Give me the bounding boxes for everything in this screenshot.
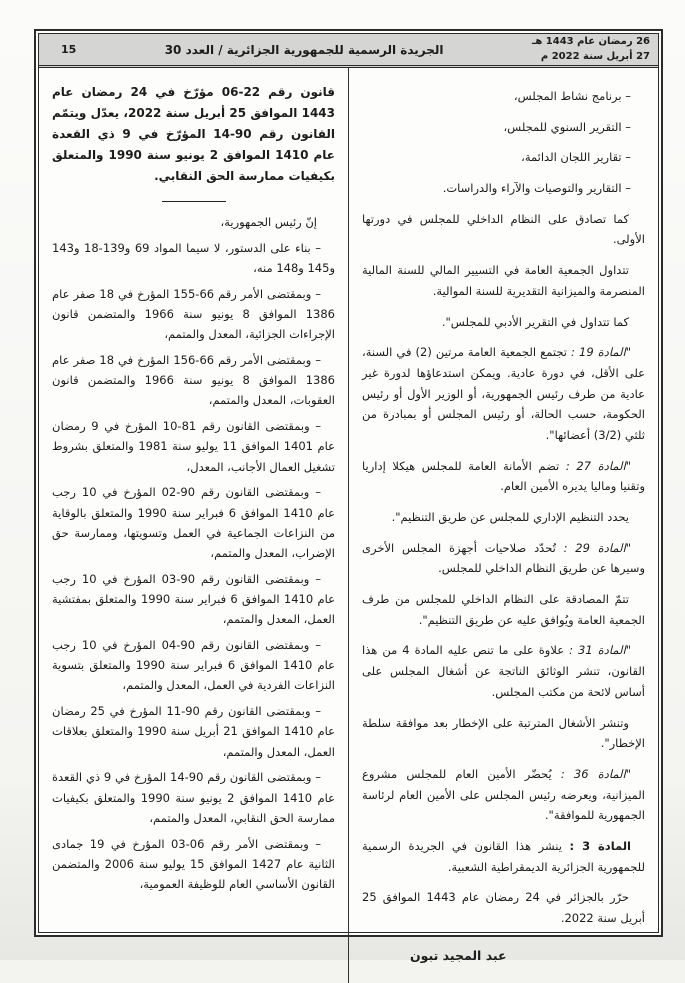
date-hijri: 26 رمضان عام 1443 هـ — [531, 36, 650, 47]
article-label: "المادة 29 : — [563, 540, 631, 555]
paragraph: – تقارير اللجان الدائمة، — [521, 150, 631, 165]
paragraph: – برنامج نشاط المجلس، — [513, 89, 631, 103]
paragraph: حرّر بالجزائر في 24 رمضان عام 1443 الموافق 25 أبريل سنة 2022. — [362, 890, 645, 925]
title-separator-rule — [162, 201, 226, 202]
article-paragraph: "المادة 29 : تُحدّد صلاحيات أجهزة المجلس الأخرى وسيرها عن طريق النظام الداخلي للمجلس. — [362, 540, 645, 576]
article-label: المادة 3 : — [569, 838, 631, 853]
paragraph: – وبمقتضى القانون رقم 90-03 المؤرخ في 10 رجب عام 1410 الموافق 6 فبراير سنة 1990 والمتعلق بمفتشية العمل، المعدل والمتمم، — [52, 571, 335, 627]
paragraph: وتنشر الأشغال المترتبة على الإخطار بعد موافقة سلطة الإخطار". — [362, 715, 645, 751]
paragraph: – التقارير والتوصيات والآراء والدراسات. — [442, 181, 631, 196]
paragraph: كما تتداول في التقرير الأدبي للمجلس". — [441, 314, 629, 329]
article-paragraph: "المادة 31 : علاوة على ما تنص عليه المادة 4 من هذا القانون، تنشر الوثائق الناتجة عن أشغال المجلس على أساس لائحة من مكتب المجلس. — [362, 643, 645, 699]
article-label: "المادة 27 : — [565, 458, 631, 473]
paragraph: – وبمقتضى الأمر رقم 66-156 المؤرخ في 18 صفر عام 1386 الموافق 8 يونيو سنة 1966 والمتضمن قانون العقوبات، المعدل والمتمم، — [52, 352, 335, 408]
journal-title: الجريدة الرسمية للجمهورية الجزائرية / العدد 30 — [164, 42, 444, 57]
paragraph: – وبمقتضى الأمر رقم 06-03 المؤرخ في 19 جمادى الثانية عام 1427 الموافق 15 يوليو سنة 2006 والمتضمن القانون الأساسي العام للوظيفة العمومية، — [52, 836, 335, 892]
paragraph: تتمّ المصادقة على النظام الداخلي للمجلس من طرف الجمعية العامة ويُوافق عليه عن طريق التنظيم". — [362, 592, 645, 627]
article-label: "المادة 31 : — [569, 643, 632, 658]
paragraph: – وبمقتضى الأمر رقم 66-155 المؤرخ في 18 صفر عام 1386 الموافق 8 يونيو سنة 1966 والمتضمن قانون الإجراءات الجزائية، المعدل والمتمم، — [52, 286, 335, 342]
page-frame-inner — [38, 33, 659, 963]
page-number: 15 — [61, 43, 77, 56]
article-label: "المادة 36 : — [560, 766, 631, 781]
article-label: "المادة 19 : — [571, 345, 632, 360]
article-paragraph: "المادة 36 : يُحضّر الأمين العام للمجلس مشروع الميزانية، ويعرضه رئيس المجلس على الأمين العام لرئاسة الجمهورية للموافقة". — [362, 766, 645, 823]
paragraph: – التقرير السنوي للمجلس، — [503, 119, 631, 134]
page-frame — [34, 29, 663, 963]
paragraph: كما تصادق على النظام الداخلي للمجلس في دورتها الأولى. — [362, 211, 645, 247]
paragraph: – بناء على الدستور، لا سيما المواد 69 و139-18 و143 و145 و148 منه، — [52, 240, 335, 276]
header-band — [39, 34, 658, 68]
paragraph: – وبمقتضى القانون رقم 81-10 المؤرخ في 9 رمضان عام 1401 الموافق 11 يوليو سنة 1981 والمتعلق بشروط تشغيل العمال الأجانب، المعدل، — [52, 419, 335, 474]
column-divider — [348, 68, 349, 983]
paragraph: تتداول الجمعية العامة في التسيير المالي للسنة المالية المنصرمة والميزانية التقديرية للسنة الموالية. — [362, 263, 645, 298]
paragraph: – وبمقتضى القانون رقم 90-02 المؤرخ في 10 رجب عام 1410 الموافق 6 فبراير سنة 1990 والمتعلق بالوقاية من النزاعات الجماعية في العمل وتسويتها، وممارسة حق الإضراب، المعدل والمتمم، — [52, 485, 335, 561]
article-paragraph: "المادة 19 : تجتمع الجمعية العامة مرتين (2) في السنة، على الأقل، في دورة عادية. ويمكن استدعاؤها لدورة غير عادية من طرف رئيس الجمهورية، أو الوزير الأول أو رئيس الحكومة، حسب الحالة، أو رئيس المجلس أو بمبادرة من ثلثي (3/2) أعضائها". — [362, 345, 645, 442]
column-left — [39, 68, 348, 983]
column-right — [349, 68, 658, 983]
signature: عبد المجيد تبون — [410, 947, 507, 963]
article-paragraph: المادة 3 : ينشر هذا القانون في الجريدة الرسمية للجمهورية الجزائرية الديمقراطية الشعبية. — [362, 838, 645, 874]
paragraph: – وبمقتضى القانون رقم 90-11 المؤرخ في 25 رمضان عام 1410 الموافق 21 أبريل سنة 1990 والمتعلق بعلاقات العمل، المعدل والمتمم، — [52, 704, 335, 759]
paragraph: – وبمقتضى القانون رقم 90-14 المؤرخ في 9 ذي القعدة عام 1410 الموافق 2 يونيو سنة 1990 والمتعلق بكيفيات ممارسة الحق النقابي، المعدل والمتمم، — [52, 770, 335, 825]
paragraph: قانون رقم 22-06 مؤرّخ في 24 رمضان عام 1443 الموافق 25 أبريل سنة 2022، يعدّل ويتمّم القانون رقم 90-14 المؤرّخ في 9 ذي القعدة عام 1410 الموافق 2 يونيو سنة 1990 والمتعلق بكيفيات ممارسة الحق النقابي. — [52, 84, 336, 183]
paragraph: يحدد التنظيم الإداري للمجلس عن طريق التنظيم". — [391, 510, 629, 524]
header-dates — [532, 35, 650, 64]
page-body — [39, 68, 658, 983]
paragraph: إنّ رئيس الجمهورية، — [220, 215, 317, 230]
article-paragraph: "المادة 27 : تضم الأمانة العامة للمجلس هيكلا إداريا وتقنيا وماليا يديره الأمين العام. — [362, 458, 645, 494]
paragraph: – وبمقتضى القانون رقم 90-04 المؤرخ في 10 رجب عام 1410 الموافق 6 فبراير سنة 1990 والمتعلق بتسوية النزاعات الفردية في العمل، المعدل والمتمم، — [52, 638, 335, 693]
date-gregorian: 27 أبريل سنة 2022 م — [540, 50, 650, 62]
